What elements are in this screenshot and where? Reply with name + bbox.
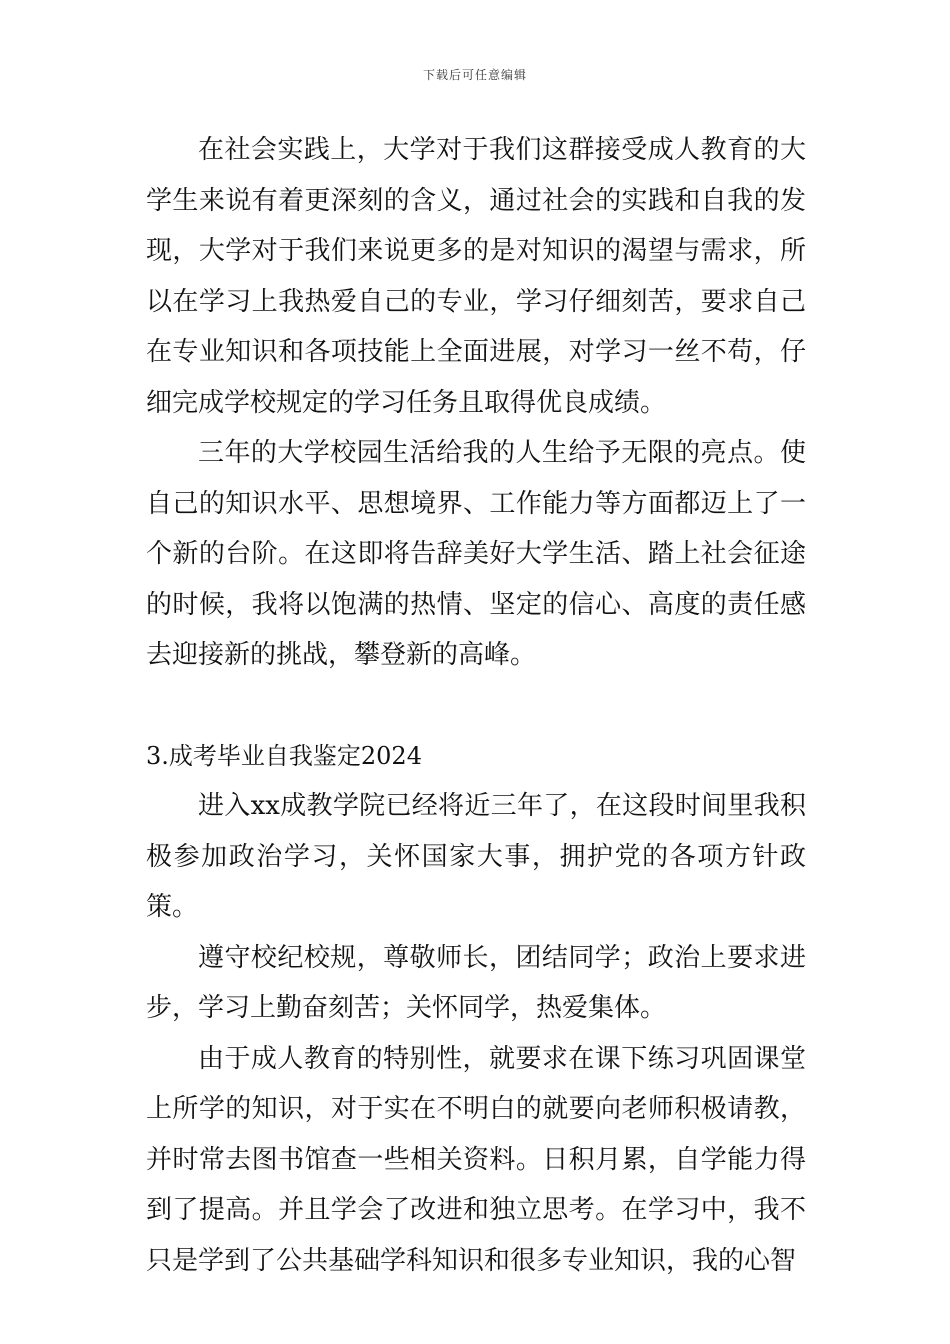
document-body: [146, 125, 806, 1286]
paragraph-discipline: 遵守校纪校规，尊敬师长，团结同学；政治上要求进步，学习上勤奋刻苦；关怀同学，热爱集体。: [146, 942, 806, 1023]
paragraph-self-study: 由于成人教育的特别性，就要求在课下练习巩固课堂上所学的知识，对于实在不明白的就要向老师积极请教，并时常去图书馆查一些相关资料。日积月累，自学能力得到了提高。并且学会了改进和独立思考。在学习中，我不只是学到了公共基础学科知识和很多专业知识，我的心智: [146, 1043, 806, 1276]
header-note: 下载后可任意编辑: [422, 68, 527, 82]
paragraph-enrollment: 进入xx成教学院已经将近三年了，在这段时间里我积极参加政治学习，关怀国家大事，拥护党的各项方针政策。: [146, 791, 806, 922]
paragraph-campus-life: 三年的大学校园生活给我的人生给予无限的亮点。使自己的知识水平、思想境界、工作能力等方面都迈上了一个新的台阶。在这即将告辞美好大学生活、踏上社会征途的时候，我将以饱满的热情、坚定的信心、高度的责任感去迎接新的挑战，攀登新的高峰。: [146, 438, 806, 670]
paragraph-social-practice: 在社会实践上，大学对于我们这群接受成人教育的大学生来说有着更深刻的含义，通过社会的实践和自我的发现，大学对于我们来说更多的是对知识的渴望与需求，所以在学习上我热爱自己的专业，学习仔细刻苦，要求自己在专业知识和各项技能上全面进展，对学习一丝不苟，仔细完成学校规定的学习任务且取得优良成绩。: [146, 135, 806, 418]
section-title: 3.成考毕业自我鉴定2024: [146, 741, 422, 770]
section-spacer: [146, 681, 806, 731]
